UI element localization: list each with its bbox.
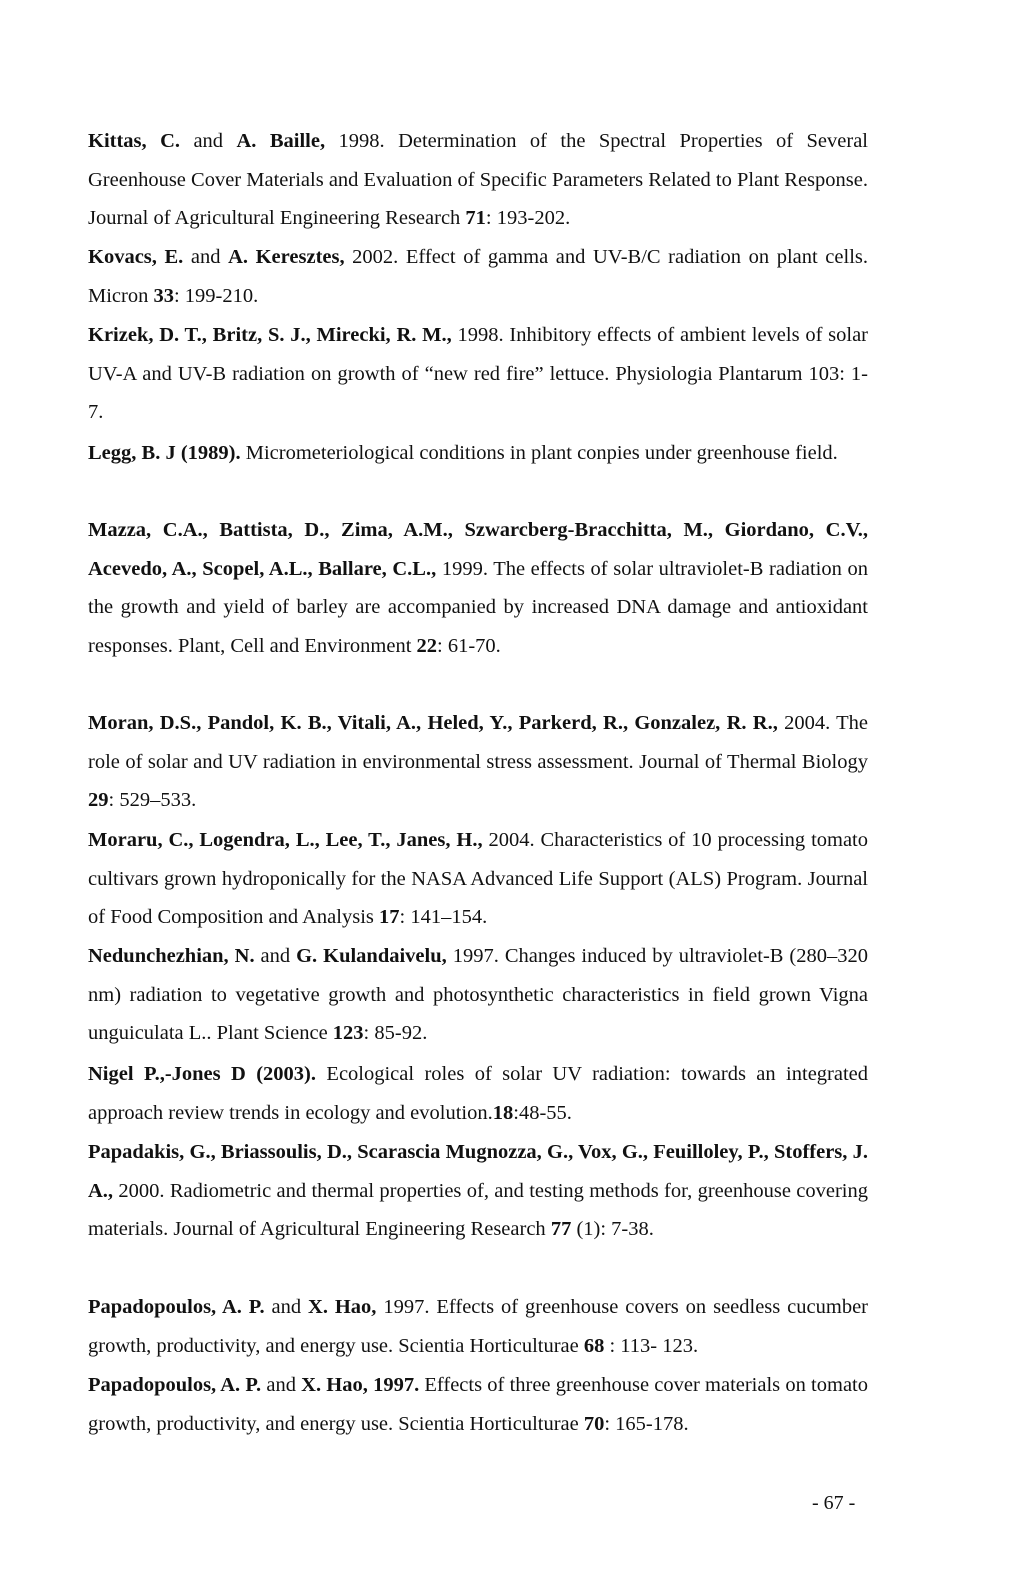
reference-entry: Nedunchezhian, N. and G. Kulandaivelu, 1997. Changes induced by ultraviolet-B (280–320 nm) radiation to vegetative growth and photosynthetic characteristics in field grown Vigna unguiculata L.. Plant Science 123: 85-92. (88, 945, 869, 1044)
reference-entry: Kovacs, E. and A. Keresztes, 2002. Effect of gamma and UV-B/C radiation on plant cells. Micron 33: 199-210. (88, 246, 868, 307)
page-number: - 67 - (812, 1492, 856, 1514)
reference-entry: Nigel P.,-Jones D (2003). Ecological roles of solar UV radiation: towards an integrated approach review trends in ecology and evolution.18:48-55. (88, 1063, 869, 1124)
reference-entry: Papadopoulos, A. P. and X. Hao, 1997. Effects of three greenhouse cover materials on tomato growth, productivity, and energy use. Scientia Horticulturae 70: 165-178. (88, 1374, 868, 1435)
reference-entry: Moran, D.S., Pandol, K. B., Vitali, A., Heled, Y., Parkerd, R., Gonzalez, R. R., 2004. The role of solar and UV radiation in environmental stress assessment. Journal of Thermal Biology 29: 529–533. (88, 712, 868, 811)
reference-entry: Kittas, C. and A. Baille, 1998. Determination of the Spectral Properties of Several Greenhouse Cover Materials and Evaluation of Specific Parameters Related to Plant Response. Journal of Agricultural Engineering Research 71: 193-202. (88, 130, 868, 229)
reference-entry: Papadopoulos, A. P. and X. Hao, 1997. Effects of greenhouse covers on seedless cucumber growth, productivity, and energy use. Scientia Horticulturae 68 : 113- 123. (88, 1296, 869, 1357)
reference-entry: Krizek, D. T., Britz, S. J., Mirecki, R. M., 1998. Inhibitory effects of ambient levels of solar UV-A and UV-B radiation on growth of “new red fire” lettuce. Physiologia Plantarum 103: 1-7. (88, 324, 868, 423)
reference-entry: Moraru, C., Logendra, L., Lee, T., Janes, H., 2004. Characteristics of 10 processing tomato cultivars grown hydroponically for the NASA Advanced Life Support (ALS) Program. Journal of Food Composition and Analysis 17: 141–154. (88, 829, 869, 928)
reference-entry: Mazza, C.A., Battista, D., Zima, A.M., Szwarcberg-Bracchitta, M., Giordano, C.V., Acevedo, A., Scopel, A.L., Ballare, C.L., 1999. The effects of solar ultraviolet-B radiation on the growth and yield of barley are accompanied by increased DNA damage and antioxidant responses. Plant, Cell and Environment 22: 61-70. (88, 519, 868, 657)
reference-entry: Papadakis, G., Briassoulis, D., Scarascia Mugnozza, G., Vox, G., Feuilloley, P., Stoffers, J. A., 2000. Radiometric and thermal properties of, and testing methods for, greenhouse covering materials. Journal of Agricultural Engineering Research 77 (1): 7-38. (88, 1141, 868, 1240)
reference-entry: Legg, B. J (1989). Micrometeriological conditions in plant conpies under greenhouse field. (88, 442, 838, 464)
